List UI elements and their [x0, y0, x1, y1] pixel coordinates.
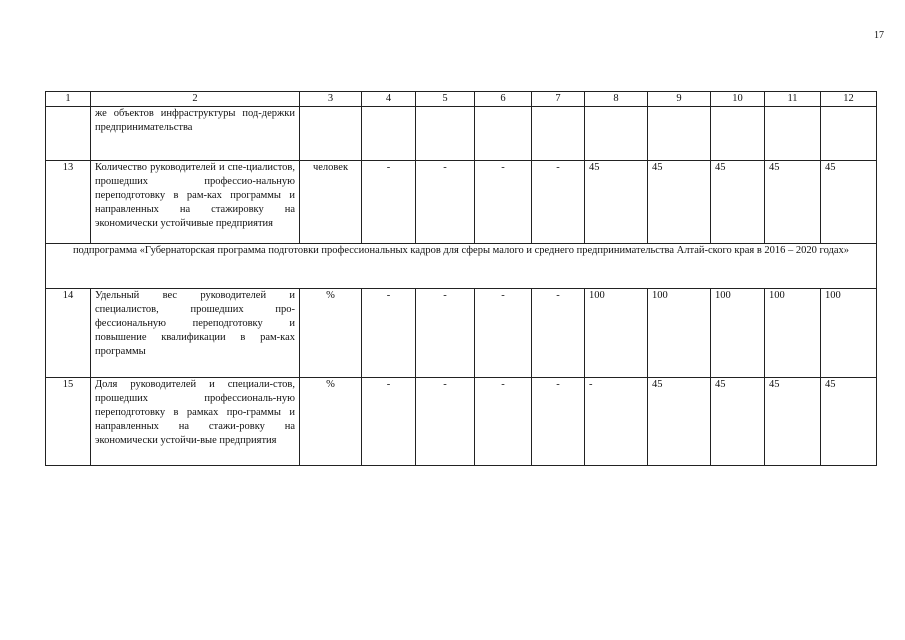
column-header: 5 [416, 92, 475, 107]
value-cell: - [585, 378, 648, 466]
column-header: 1 [46, 92, 91, 107]
unit-cell: % [300, 289, 362, 378]
value-cell: 45 [765, 161, 821, 244]
value-cell [765, 107, 821, 161]
value-cell [648, 107, 711, 161]
value-cell: 45 [711, 161, 765, 244]
indicators-table [45, 91, 877, 466]
value-cell: - [532, 161, 585, 244]
value-cell [416, 107, 475, 161]
value-cell: - [362, 378, 416, 466]
unit-cell: % [300, 378, 362, 466]
value-cell: - [416, 378, 475, 466]
column-header: 11 [765, 92, 821, 107]
row-number [46, 107, 91, 161]
value-cell: 100 [585, 289, 648, 378]
column-header: 2 [91, 92, 300, 107]
value-cell: - [416, 289, 475, 378]
header-row [46, 92, 877, 107]
unit-cell: человек [300, 161, 362, 244]
value-cell: - [416, 161, 475, 244]
table-row [46, 289, 877, 378]
value-cell [532, 107, 585, 161]
page-number: 17 [874, 30, 884, 41]
table-row [46, 378, 877, 466]
column-header: 7 [532, 92, 585, 107]
value-cell: 45 [821, 378, 877, 466]
value-cell: - [475, 289, 532, 378]
row-number: 15 [46, 378, 91, 466]
value-cell: 45 [711, 378, 765, 466]
subprogram-title: подпрограмма «Губернаторская программа подготовки профессиональных кадров для сферы малого и среднего предпринимательства Алтай-ского края в 2016 – 2020 годах» [46, 244, 877, 289]
table-row [46, 161, 877, 244]
column-header: 8 [585, 92, 648, 107]
table-row-continuation [46, 107, 877, 161]
value-cell [821, 107, 877, 161]
value-cell: - [532, 289, 585, 378]
indicator-name: Доля руководителей и специали-стов, прошедших профессиональ-ную переподготовку в рамках про-граммы и направленных на стажи-ровку на экономически устойчи-вые предприятия [91, 378, 300, 466]
value-cell: 100 [765, 289, 821, 378]
value-cell [711, 107, 765, 161]
row-number: 13 [46, 161, 91, 244]
value-cell: - [475, 161, 532, 244]
value-cell: - [362, 161, 416, 244]
value-cell [362, 107, 416, 161]
value-cell [475, 107, 532, 161]
value-cell: - [532, 378, 585, 466]
value-cell: 45 [648, 378, 711, 466]
column-header: 6 [475, 92, 532, 107]
indicator-name: же объектов инфраструктуры под-держки предпринимательства [91, 107, 300, 161]
column-header: 9 [648, 92, 711, 107]
column-header: 3 [300, 92, 362, 107]
value-cell: 100 [821, 289, 877, 378]
value-cell: 45 [765, 378, 821, 466]
subprogram-row [46, 244, 877, 289]
indicator-name: Количество руководителей и спе-циалистов, прошедших профессио-нальную переподготовку в рам-ках программы и направленных на стажировку на экономически устойчивые предприятия [91, 161, 300, 244]
column-header: 4 [362, 92, 416, 107]
value-cell: 45 [821, 161, 877, 244]
unit-cell [300, 107, 362, 161]
value-cell: 100 [711, 289, 765, 378]
indicator-name: Удельный вес руководителей и специалистов, прошедших про-фессиональную переподготовку и повышение квалификации в рам-ках программы [91, 289, 300, 378]
row-number: 14 [46, 289, 91, 378]
value-cell: 45 [585, 161, 648, 244]
column-header: 12 [821, 92, 877, 107]
value-cell: - [362, 289, 416, 378]
value-cell: 100 [648, 289, 711, 378]
column-header: 10 [711, 92, 765, 107]
value-cell [585, 107, 648, 161]
value-cell: - [475, 378, 532, 466]
value-cell: 45 [648, 161, 711, 244]
